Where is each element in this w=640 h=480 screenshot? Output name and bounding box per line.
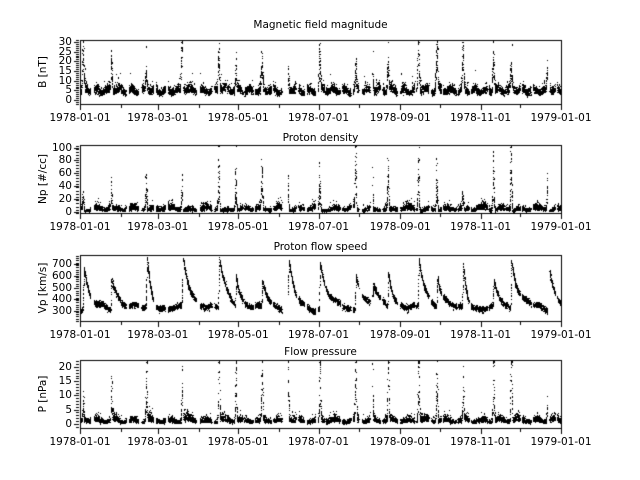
x-tick-label: 1979-01-01 <box>530 112 592 124</box>
x-tick-label: 1978-09-01 <box>369 221 431 233</box>
x-tick-label: 1978-07-01 <box>288 436 350 448</box>
y-axis-label-np: Np [#/cc] <box>37 154 49 204</box>
x-tick-label: 1978-01-01 <box>49 436 111 448</box>
x-tick-label: 1979-01-01 <box>530 436 592 448</box>
x-tick-label: 1978-11-01 <box>450 221 512 233</box>
panel-title-proton-density: Proton density <box>282 132 359 144</box>
y-tick-label: 0 <box>65 205 72 218</box>
y-tick-label: 100 <box>51 141 72 154</box>
y-tick-label: 40 <box>58 180 72 193</box>
panel-title-flow-pressure: Flow pressure <box>284 346 357 358</box>
y-tick-label: 60 <box>58 167 72 180</box>
x-tick-label: 1978-07-01 <box>288 221 350 233</box>
y-tick-label: 15 <box>58 375 72 388</box>
y-axis-label-b: B [nT] <box>37 56 49 88</box>
y-tick-label: 20 <box>58 361 72 374</box>
x-tick-label: 1978-05-01 <box>207 112 269 124</box>
y-tick-label: 25 <box>58 45 72 58</box>
x-tick-label: 1979-01-01 <box>530 221 592 233</box>
y-tick-label: 20 <box>58 192 72 205</box>
x-tick-label: 1978-09-01 <box>369 112 431 124</box>
x-tick-label: 1978-11-01 <box>450 436 512 448</box>
y-tick-label: 20 <box>58 55 72 68</box>
x-tick-label: 1978-01-01 <box>49 329 111 341</box>
y-axis-label-p: P [nPa] <box>37 375 49 413</box>
x-tick-label: 1978-01-01 <box>49 221 111 233</box>
y-tick-label: 30 <box>58 35 72 48</box>
y-tick-label: 5 <box>65 403 72 416</box>
x-tick-label: 1979-01-01 <box>530 329 592 341</box>
y-tick-label: 600 <box>51 270 72 283</box>
panel-title-proton-flow-speed: Proton flow speed <box>273 241 368 253</box>
y-tick-label: 400 <box>51 293 72 306</box>
x-tick-label: 1978-03-01 <box>127 436 189 448</box>
x-tick-label: 1978-03-01 <box>127 221 189 233</box>
y-tick-label: 5 <box>65 84 72 97</box>
y-tick-label: 10 <box>58 389 72 402</box>
x-tick-label: 1978-07-01 <box>288 329 350 341</box>
y-axis-label-vp: Vp [km/s] <box>37 262 49 314</box>
x-tick-label: 1978-05-01 <box>207 221 269 233</box>
x-tick-label: 1978-01-01 <box>49 112 111 124</box>
y-tick-label: 15 <box>58 65 72 78</box>
y-tick-label: 0 <box>65 417 72 430</box>
x-tick-label: 1978-03-01 <box>127 329 189 341</box>
panel-title-magnetic-field: Magnetic field magnitude <box>253 19 388 31</box>
x-tick-label: 1978-05-01 <box>207 329 269 341</box>
y-tick-label: 300 <box>51 305 72 318</box>
x-tick-label: 1978-03-01 <box>127 112 189 124</box>
y-tick-label: 0 <box>65 94 72 107</box>
y-tick-label: 10 <box>58 74 72 87</box>
x-tick-label: 1978-09-01 <box>369 436 431 448</box>
x-tick-label: 1978-09-01 <box>369 329 431 341</box>
x-tick-label: 1978-11-01 <box>450 112 512 124</box>
x-tick-label: 1978-11-01 <box>450 329 512 341</box>
x-tick-label: 1978-05-01 <box>207 436 269 448</box>
y-tick-label: 500 <box>51 281 72 294</box>
y-tick-label: 80 <box>58 154 72 167</box>
x-tick-label: 1978-07-01 <box>288 112 350 124</box>
y-tick-label: 700 <box>51 258 72 271</box>
